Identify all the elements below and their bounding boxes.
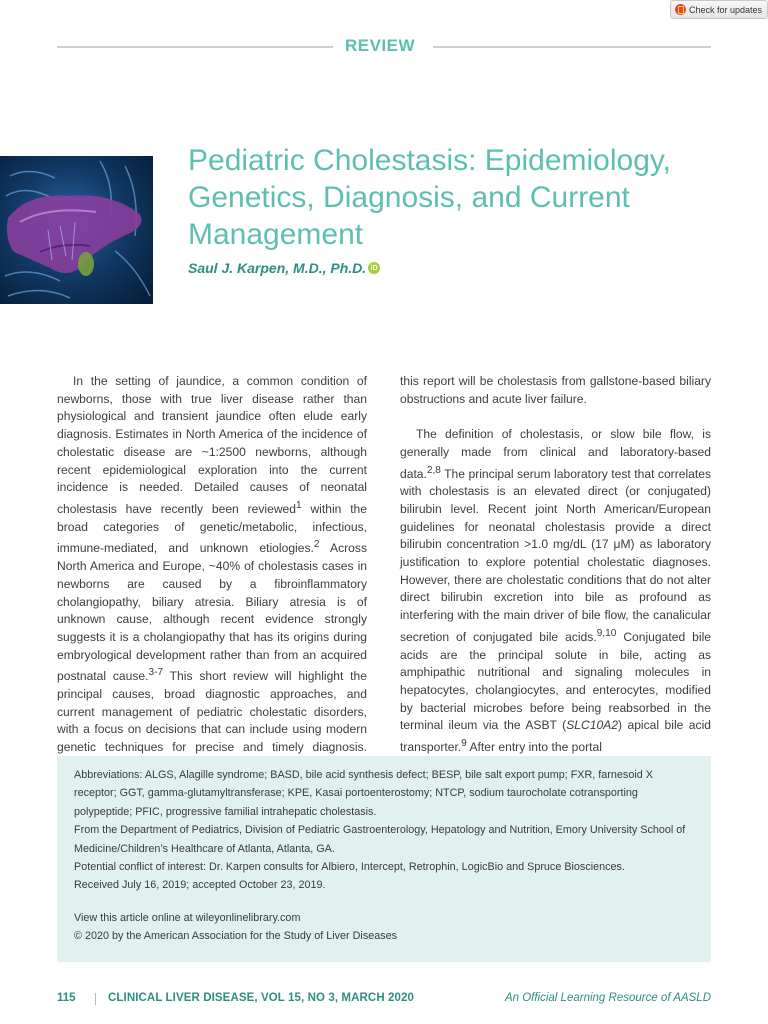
conflict-note: Potential conflict of interest: Dr. Karpen consults for Albiero, Intercept, Retrophin, LogicBio and Spruce Biosciences. xyxy=(74,861,625,874)
abbreviations-note: Abbreviations: ALGS, Alagille syndrome; BASD, bile acid synthesis defect; BESP, bile salt export pump; FXR, farnesoid X receptor; GGT, gamma-glutamyltransferase; KPE, Kasai portoenterostomy; NTCP, sodium taurocholate cotransporting polypeptide; PFIC, progressive familial intrahepatic cholestasis. xyxy=(74,769,653,818)
paragraph: this report will be cholestasis from gallstone-based biliary obstructions and acute liver failure. xyxy=(400,374,711,406)
affiliation-note: From the Department of Pediatrics, Division of Pediatric Gastroenterology, Hepatology and Nutrition, Emory University School of Medicine/Children’s Healthcare of Atlanta, Atlanta, GA. xyxy=(74,824,686,855)
article-info-box xyxy=(57,756,711,962)
copyright-note: © 2020 by the American Association for the Study of Liver Diseases xyxy=(74,930,398,943)
online-link[interactable]: View this article online at wileyonlinelibrary.com xyxy=(74,911,301,924)
bookmark-icon xyxy=(675,4,686,15)
reference-link[interactable]: 2,8 xyxy=(426,464,441,476)
orcid-icon[interactable]: iD xyxy=(368,262,380,274)
page-footer xyxy=(57,992,711,1008)
liver-image-icon xyxy=(0,156,153,304)
reference-link[interactable]: 2 xyxy=(313,539,320,551)
paragraph: The definition of cholestasis, or slow bile flow, is generally made from clinical and laboratory-based data.$^{2,8}$ The principal serum laboratory test that correlates with cholestasis is an elevated direct (or conjugated) bilirubin level. Recent joint North American/European guidelines for neonatal cholestasis provide a direct bilirubin concentration >1.0 mg/dL (17 μM) as laboratory justification to explore potential cholestatic diagnoses. However, there are cholestatic conditions that do not alter direct bilirubin excretion into bile as profound as interfering with the main driver of bile flow, the canalicular secretion of conjugated bile acids.$^{9,10}$ Conjugated bile acids are the principal solute in bile, acting as amphipathic nutritional and signaling molecules in hepatocytes, cholangiocytes, and enterocytes, modified by bacterial microbes before being reabsorbed in the terminal ileum via the ASBT (SLC10A2) apical bile acid transporter.$^9$ After entry into the portal xyxy=(400,427,711,755)
reference-link[interactable]: 1 xyxy=(296,499,302,511)
journal-citation: CLINICAL LIVER DISEASE, VOL 15, NO 3, MARCH 2020 xyxy=(108,992,415,1004)
section-label: REVIEW xyxy=(344,36,416,55)
author-byline xyxy=(188,260,380,276)
page-number: 115 xyxy=(57,992,76,1004)
section-rule-right xyxy=(433,46,711,48)
liver-illustration xyxy=(0,156,153,304)
received-note: Received July 16, 2019; accepted October 23, 2019. xyxy=(74,879,326,892)
body-column-right xyxy=(400,373,711,757)
check-for-updates-label: Check for updates xyxy=(689,4,763,15)
author-name: Saul J. Karpen, M.D., Ph.D. xyxy=(188,260,367,276)
gene-name: SLC10A2 xyxy=(566,718,618,733)
footer-tagline: An Official Learning Resource of AASLD xyxy=(504,992,711,1004)
footer-divider xyxy=(95,993,96,1005)
check-for-updates-button[interactable] xyxy=(670,0,768,19)
section-rule-left xyxy=(57,46,333,48)
reference-link[interactable]: 9,10 xyxy=(596,627,617,639)
reference-link[interactable]: 9 xyxy=(461,738,467,750)
reference-link[interactable]: 3-7 xyxy=(148,667,164,679)
article-title: Pediatric Cholestasis: Epidemiology, Genetics, Diagnosis, and Current Management xyxy=(188,144,672,251)
paragraph: In the setting of jaundice, a common condition of newborns, those with true liver disease rather than physiological and transient jaundice often elude early diagnosis. Estimates in North America of the incidence of cholestatic disease are ~1:2500 newborns, although recent epidemiological exploration into the current incidence is needed. Detailed causes of neonatal cholestasis have recently been reviewed$^1$ within the broad categories of genetic/metabolic, infectious, immune-mediated, and unknown etiologies.$^2$ Across North America and Europe, ~40% of cholestasis cases in newborns are caused by a fibroinflammatory cholangiopathy, biliary atresia. Biliary atresia is of unknown cause, although recent evidence strongly suggests it is a cholangiopathy that has its origins during embryological development rather than from an acquired postnatal cause.$^{3-7}$ This short review will highlight the principal causes, broad diagnostic approaches, and current management of pediatric cholestatic disorders, with a focus on decisions that can include using modern genetic techniques for precise and timely diagnosis. xyxy=(57,374,368,755)
body-column-left xyxy=(57,373,367,775)
